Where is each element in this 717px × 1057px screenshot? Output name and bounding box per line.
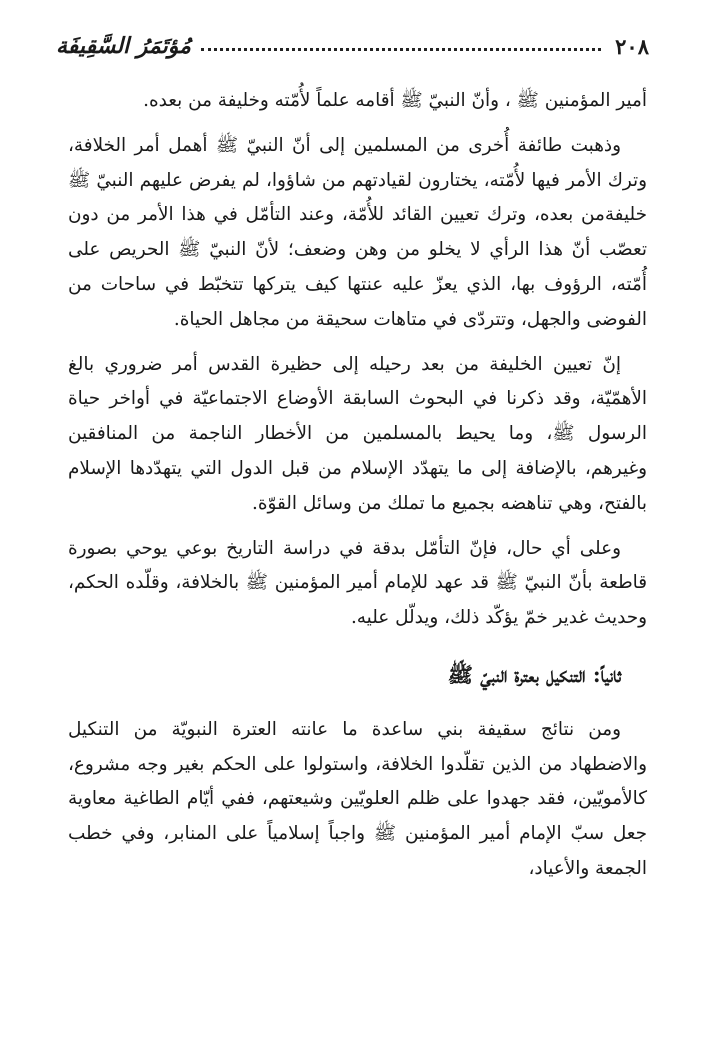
page-body (68, 84, 647, 887)
running-title: مُؤتَمَرُ السَّقِيفَة (56, 33, 191, 59)
dotted-leader (201, 48, 601, 51)
paragraph-3: إنّ تعيين الخليفة من بعد رحيله إلى حظيرة القدس أمر ضروري بالغ الأهمّيّة، وقد ذكرنا في البحوث السابقة الأوضاع الاجتماعيّة في أواخر حياة الرسول ﷺ، وما يحيط بالمسلمين من الأخطار الناجمة من المنافقين وغيرهم، بالإضافة إلى ما يتهدّد الإسلام من قبل الدول التي يتهدّدها الإسلام بالفتح، وهي تناهضه بجميع ما تملك من وسائل القوّة. (68, 353, 647, 514)
paragraph-4: وعلى أي حال، فإنّ التأمّل بدقة في دراسة التاريخ بوعي يوحي بصورة قاطعة بأنّ النبيّ ﷺ قد عهد للإمام أمير المؤمنين ﷺ بالخلافة، وقلّده الحكم، وحديث غدير خمّ يؤكّد ذلك، ويدلّل عليه. (68, 537, 647, 629)
paragraph-1: أمير المؤمنين ﷺ ، وأنّ النبيّ ﷺ أقامه علماً لأُمّته وخليفة من بعده. (143, 90, 647, 111)
paragraph-5: ومن نتائج سقيفة بني ساعدة ما عانته العترة النبويّة من التنكيل والاضطهاد من الذين تقلّدوا الخلافة، واستولوا على الحكم بغير وجه مشروع، كالأمويّين، فقد جهدوا على ظلم العلويّين وشيعتهم، ففي أيّام الطاغية معاوية جعل سبّ الإمام أمير المؤمنين ﷺ واجباً إسلامياً على المنابر، وفي خطب الجمعة والأعياد، (68, 718, 647, 879)
page-number: ٢٠٨ (615, 33, 649, 59)
paragraph-2: وذهبت طائفة أُخرى من المسلمين إلى أنّ النبيّ ﷺ أهمل أمر الخلافة، وترك الأمر فيها لأُمّته، يختارون لقيادتهم من شاؤوا، لم يفرض عليهم النبيّ ﷺ خليفةمن بعده، وترك تعيين القائد للأُمّة، وعند التأمّل في هذا الأمر من دون تعصّب أنّ هذا الرأي لا يخلو من وهن وضعف؛ لأنّ النبيّ ﷺ الحريص على أُمّته، الرؤوف بها، الذي يعزّ عليه عنتها كيف يتركها تتخبّط في ساحات من الفوضى والجهل، وتتردّى في متاهات سحيقة من مجاهل الحياة. (68, 134, 647, 330)
page-header (56, 26, 649, 66)
section-heading: ثانياً: التنكيل بعترة النبيّ ﷺ (447, 661, 621, 687)
